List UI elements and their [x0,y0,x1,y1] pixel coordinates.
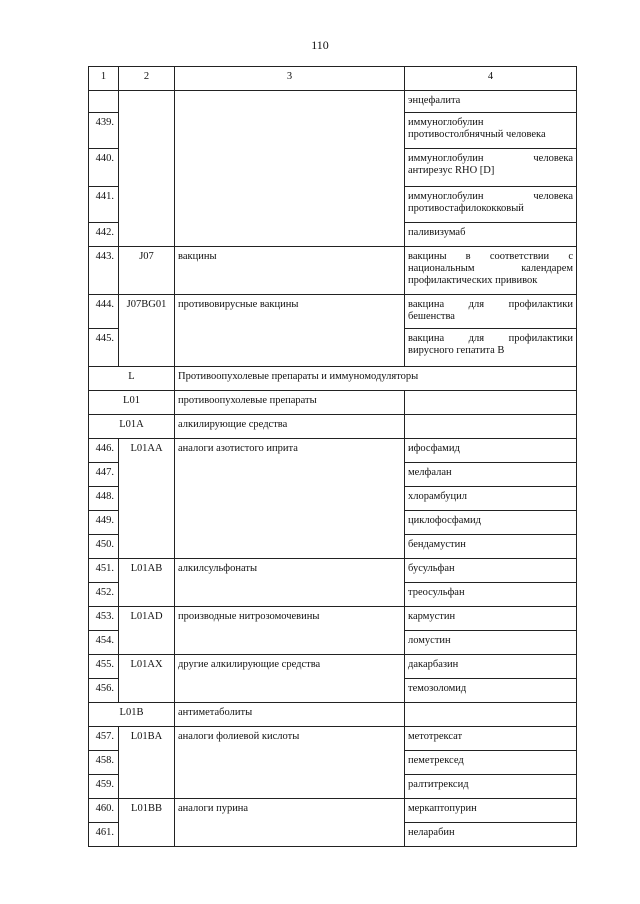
header-col-1: 1 [89,67,119,91]
header-col-2: 2 [119,67,175,91]
row-number: 446. [89,439,119,463]
drug-name-cell: мелфалан [405,463,577,487]
drug-name-cell [405,703,577,727]
group-name-cell: алкилсульфонаты [175,559,405,607]
section-row [89,703,577,727]
drug-name-line: антирезус RHO [D] [408,165,495,176]
drug-name-cell: бусульфан [405,559,577,583]
drug-name-line: иммуноглобулин человека [408,191,573,202]
atc-code-cell: L01BB [119,799,175,847]
drug-name-cell: ломустин [405,631,577,655]
row-number: 440. [89,149,119,187]
drug-name-line: вакцина для профилактики [408,299,573,310]
drug-name-cell: циклофосфамид [405,511,577,535]
group-name-cell: противовирусные вакцины [175,295,405,367]
group-name-cell: аналоги фолиевой кислоты [175,727,405,799]
table-row [89,247,577,295]
table-row [89,655,577,679]
row-number: 442. [89,223,119,247]
drug-name-cell: пеметрексед [405,751,577,775]
row-number: 450. [89,535,119,559]
row-number [89,91,119,113]
drug-name-cell: неларабин [405,823,577,847]
atc-code-cell: L01B [89,703,175,727]
drug-name-line: противостолбнячный человека [408,129,546,140]
drug-name-cell: хлорамбуцил [405,487,577,511]
row-number: 445. [89,329,119,367]
drug-name-cell: кармустин [405,607,577,631]
group-name-cell: аналоги азотистого иприта [175,439,405,559]
section-row [89,391,577,415]
group-name-cell: противоопухолевые препараты [175,391,405,415]
group-name-cell: другие алкилирующие средства [175,655,405,703]
drug-name-cell: треосульфан [405,583,577,607]
atc-code-cell: L [89,367,175,391]
atc-code-cell [119,91,175,247]
header-col-3: 3 [175,67,405,91]
row-number: 454. [89,631,119,655]
drug-name-cell: темозоломид [405,679,577,703]
atc-code-cell: L01AA [119,439,175,559]
group-name-cell: производные нитрозомочевины [175,607,405,655]
drug-name-line: иммуноглобулин [408,117,484,128]
drug-name-line: вирусного гепатита В [408,345,505,356]
atc-code-cell: J07BG01 [119,295,175,367]
table-row [89,439,577,463]
drug-name-cell [405,391,577,415]
row-number: 444. [89,295,119,329]
drug-name-line: национальным календарем [408,263,573,274]
section-title-cell: Противоопухолевые препараты и иммуномодуляторы [175,367,577,391]
drug-name-cell [405,187,577,223]
drug-name-cell [405,295,577,329]
drug-name-cell: метотрексат [405,727,577,751]
row-number: 461. [89,823,119,847]
atc-code-cell: L01 [89,391,175,415]
group-name-cell: антиметаболиты [175,703,405,727]
header-col-4: 4 [405,67,577,91]
atc-code-cell: L01AD [119,607,175,655]
drug-name-line: иммуноглобулин человека [408,153,573,164]
table-header-row [89,67,577,91]
row-number: 460. [89,799,119,823]
row-number: 449. [89,511,119,535]
group-name-cell: алкилирующие средства [175,415,405,439]
drug-name-cell: дакарбазин [405,655,577,679]
row-number: 452. [89,583,119,607]
table-row [89,295,577,329]
group-name-cell: вакцины [175,247,405,295]
row-number: 441. [89,187,119,223]
atc-code-cell: L01BA [119,727,175,799]
row-number: 459. [89,775,119,799]
atc-code-cell: L01AX [119,655,175,703]
atc-code-cell: J07 [119,247,175,295]
table-row [89,607,577,631]
row-number: 453. [89,607,119,631]
drug-name-line: профилактических прививок [408,275,538,286]
drug-name-line: вакцина для профилактики [408,333,573,344]
section-row [89,367,577,391]
drug-name-cell: меркаптопурин [405,799,577,823]
group-name-cell [175,91,405,247]
drug-name-cell [405,415,577,439]
drug-name-cell: ралтитрексид [405,775,577,799]
drug-name-cell [405,149,577,187]
drug-name-cell: паливизумаб [405,223,577,247]
drug-name-line: противостафилококковый [408,203,524,214]
atc-code-cell: L01AB [119,559,175,607]
table-row [89,559,577,583]
row-number: 457. [89,727,119,751]
drug-name-cell [405,247,577,295]
table-row [89,799,577,823]
page-number: 110 [311,38,329,52]
drug-name-cell: бендамустин [405,535,577,559]
group-name-cell: аналоги пурина [175,799,405,847]
drug-name-line: вакцины в соответствии с [408,251,573,262]
row-number: 451. [89,559,119,583]
row-number: 447. [89,463,119,487]
drug-name-cell: энцефалита [405,91,577,113]
table-row [89,727,577,751]
section-row [89,415,577,439]
drug-name-cell [405,329,577,367]
drug-name-cell [405,113,577,149]
table-row [89,91,577,113]
atc-code-cell: L01A [89,415,175,439]
row-number: 443. [89,247,119,295]
row-number: 448. [89,487,119,511]
drug-name-cell: ифосфамид [405,439,577,463]
row-number: 456. [89,679,119,703]
row-number: 458. [89,751,119,775]
drug-name-line: бешенства [408,311,455,322]
row-number: 455. [89,655,119,679]
drug-classification-table [88,66,577,847]
row-number: 439. [89,113,119,149]
